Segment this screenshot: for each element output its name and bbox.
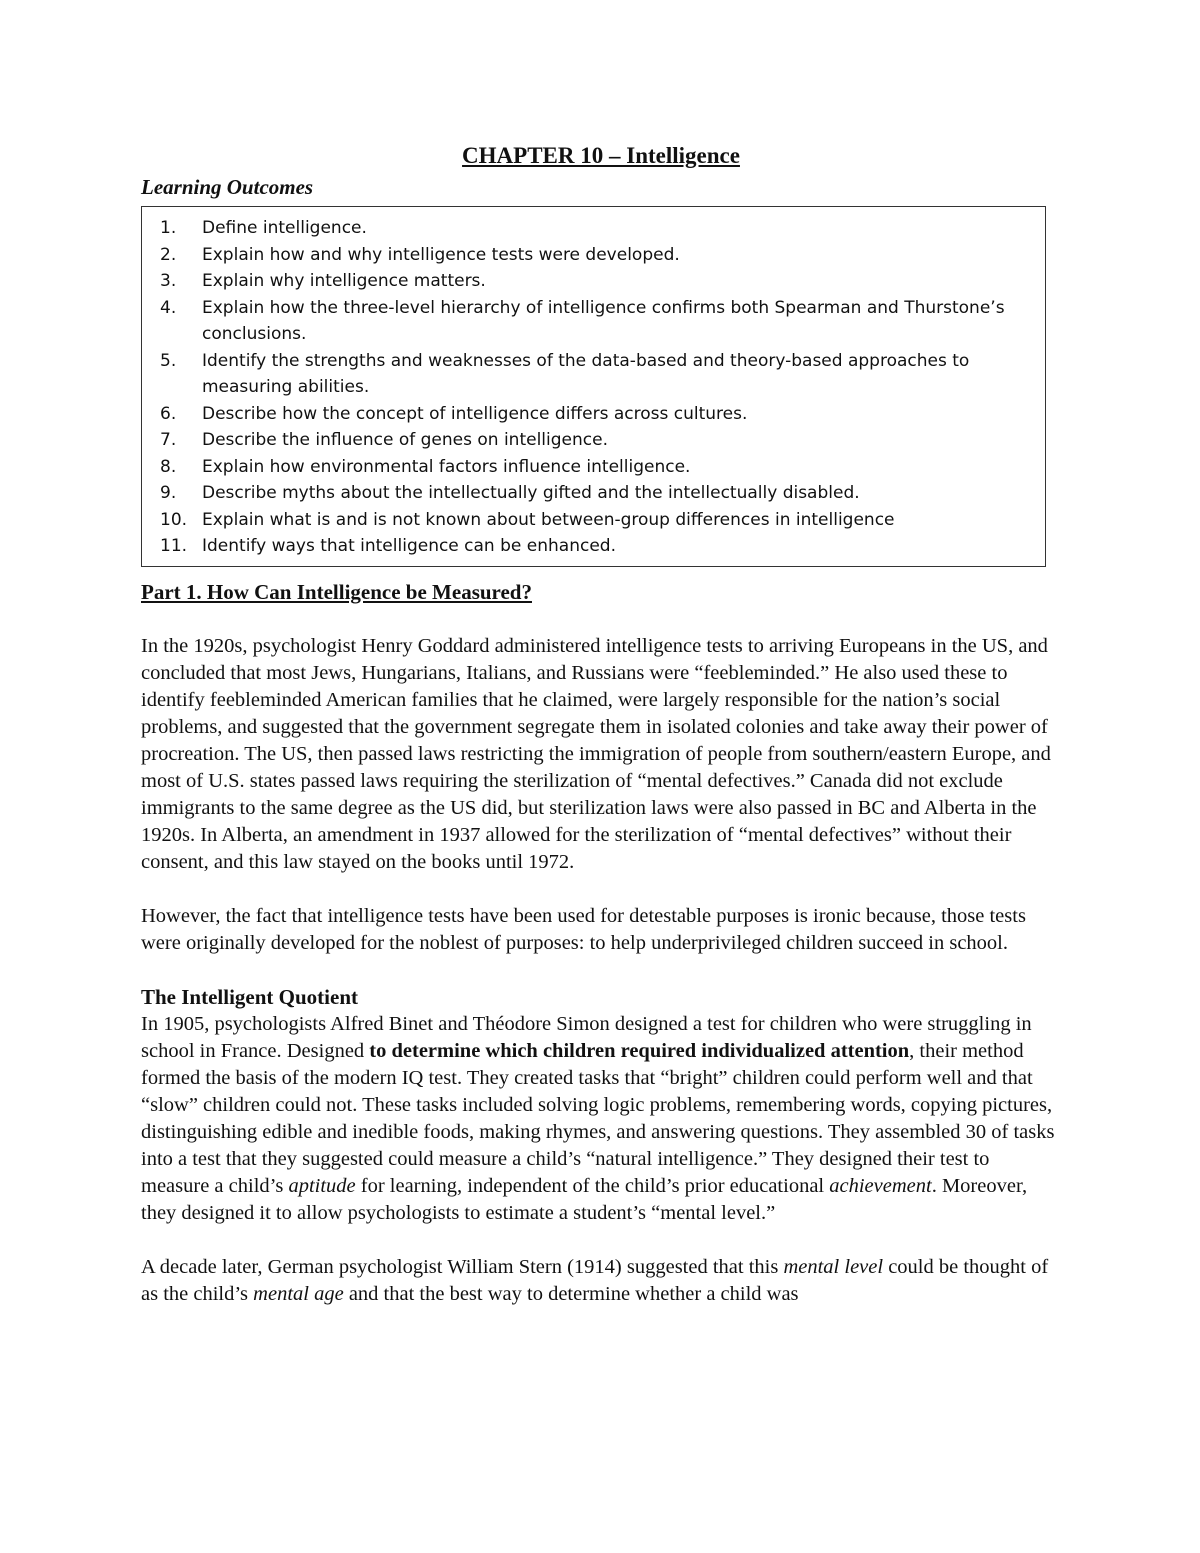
list-item-text: Identify ways that intelligence can be enhanced. bbox=[202, 536, 616, 556]
text-run: In 1905, psychologists Alfred Binet and Théodore Simon designed a test for children who were struggling in school in France. Designed bbox=[141, 1012, 1032, 1062]
iq-section-heading: The Intelligent Quotient bbox=[141, 984, 359, 1009]
list-item-number: 10. bbox=[160, 509, 188, 530]
list-item bbox=[156, 348, 1035, 401]
list-item-text: Explain how environmental factors influence intelligence. bbox=[202, 456, 691, 477]
learning-outcomes-box bbox=[141, 206, 1046, 567]
list-item bbox=[156, 215, 1035, 242]
list-item-text: Identify the strengths and weaknesses of the data-based and theory-based approaches to measuring abilities. bbox=[202, 350, 970, 397]
italic-text-run: achievement bbox=[829, 1174, 932, 1197]
chapter-title: CHAPTER 10 – Intelligence bbox=[462, 143, 740, 168]
list-item-text: Explain what is and is not known about between-group differences in intelligence bbox=[202, 509, 895, 530]
paragraph-ironic: However, the fact that intelligence tests have been used for detestable purposes is ironic because, those tests were originally developed for the noblest of purposes: to help underprivileged children succeed in school. bbox=[141, 904, 1026, 954]
list-item bbox=[156, 533, 1035, 560]
list-item-text: Define intelligence. bbox=[202, 218, 367, 238]
list-item-text: Explain how the three-level hierarchy of intelligence confirms both Spearman and Thurstone’s conclusions. bbox=[202, 297, 1005, 344]
text-run: , their method formed the basis of the modern IQ test. They created tasks that “bright” children could perform well and that “slow” children could not. These tasks included solving logic problems, remembering words, copying pictures, distinguishing edible and inedible foods, making rhymes, and answering questions. They assembled 30 of tasks into a test that they suggested could measure a child’s “natural intelligence.” They designed their test to measure a child’s bbox=[141, 1039, 1055, 1197]
bold-text-run: to determine which children required individualized attention bbox=[369, 1039, 910, 1062]
list-item-text: Describe myths about the intellectually gifted and the intellectually disabled. bbox=[202, 483, 860, 503]
paragraph-stern bbox=[141, 1254, 1061, 1308]
list-item-number: 4. bbox=[160, 297, 177, 318]
list-item-number: 3. bbox=[160, 271, 177, 291]
learning-outcomes-list bbox=[156, 215, 1035, 560]
italic-text-run: aptitude bbox=[288, 1174, 356, 1197]
list-item bbox=[156, 480, 1035, 507]
list-item bbox=[156, 507, 1035, 534]
learning-outcomes-heading: Learning Outcomes bbox=[141, 175, 314, 199]
list-item bbox=[156, 242, 1035, 269]
list-item-number: 8. bbox=[160, 456, 177, 477]
list-item bbox=[156, 454, 1035, 481]
text-run: could be thought of as the child’s bbox=[141, 1255, 1049, 1305]
list-item-number: 5. bbox=[160, 350, 177, 371]
text-run: . Moreover, they designed it to allow psychologists to estimate a student’s “mental level.” bbox=[141, 1174, 1028, 1224]
list-item bbox=[156, 427, 1035, 454]
document-page bbox=[141, 140, 1061, 1335]
text-run: and that the best way to determine whether a child was bbox=[343, 1282, 799, 1305]
list-item-number: 9. bbox=[160, 483, 177, 503]
list-item-number: 11. bbox=[160, 536, 188, 556]
list-item bbox=[156, 268, 1035, 295]
list-item-number: 1. bbox=[160, 218, 177, 238]
list-item-number: 6. bbox=[160, 403, 177, 424]
list-item bbox=[156, 295, 1035, 348]
list-item-text: Describe how the concept of intelligence differs across cultures. bbox=[202, 403, 748, 424]
list-item-number: 7. bbox=[160, 430, 177, 450]
text-run: for learning, independent of the child’s prior educational bbox=[355, 1174, 830, 1197]
italic-text-run: mental level bbox=[783, 1255, 884, 1278]
list-item bbox=[156, 401, 1035, 428]
paragraph-goddard: In the 1920s, psychologist Henry Goddard administered intelligence tests to arriving Europeans in the US, and concluded that most Jews, Hungarians, Italians, and Russians were “feebleminded.” He also used these to identify feebleminded American families that he claimed, were largely responsible for the nation’s social problems, and suggested that the government segregate them in isolated colonies and take away their power of procreation. The US, then passed laws restricting the immigration of people from southern/eastern Europe, and most of U.S. states passed laws requiring the sterilization of “mental defectives.” Canada did not exclude immigrants to the same degree as the US did, but sterilization laws were also passed in BC and Alberta in the 1920s. In Alberta, an amendment in 1937 allowed for the sterilization of “mental defectives” without their consent, and this law stayed on the books until 1972. bbox=[141, 634, 1051, 873]
paragraph-binet-simon bbox=[141, 1011, 1061, 1227]
list-item-text: Describe the influence of genes on intelligence. bbox=[202, 430, 608, 450]
list-item-text: Explain how and why intelligence tests were developed. bbox=[202, 244, 680, 265]
list-item-number: 2. bbox=[160, 244, 177, 265]
italic-text-run: mental age bbox=[253, 1282, 344, 1305]
part-1-heading: Part 1. How Can Intelligence be Measured? bbox=[141, 579, 532, 604]
text-run: A decade later, German psychologist William Stern (1914) suggested that this bbox=[141, 1255, 784, 1278]
list-item-text: Explain why intelligence matters. bbox=[202, 271, 486, 291]
